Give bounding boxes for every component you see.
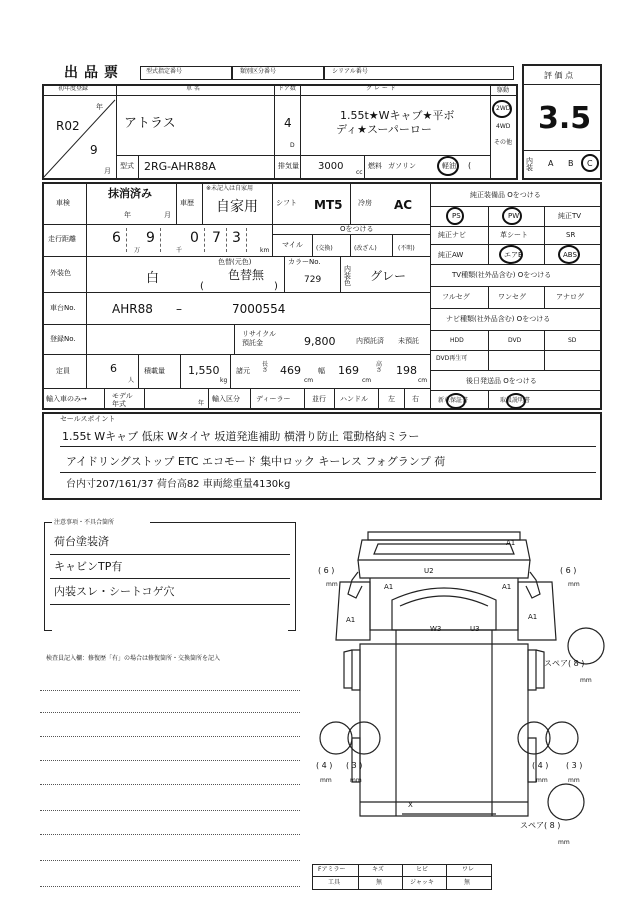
model-year-unit: 年: [198, 400, 205, 407]
serial-label: シリアル番号: [332, 68, 368, 75]
mileage-digit: 0: [190, 230, 199, 246]
navi-type-label: ナビ種類(社外品含む) Oをつける: [446, 315, 551, 323]
mile-label: マイル: [282, 241, 303, 249]
mileage-km: km: [260, 247, 270, 254]
note-item-2: キャビンTP有: [54, 560, 123, 573]
ext-color-label: 外装色: [50, 269, 71, 277]
grade-line-1: 1.55t★Wキャブ★平ボ: [340, 109, 455, 122]
interior-c-circle: [581, 154, 599, 172]
spare-upper-mm: mm: [580, 677, 592, 684]
tire-rear-left-outer: ( 4 ): [316, 761, 333, 770]
mileage-digit: 9: [146, 230, 155, 246]
chassis-dash: –: [176, 302, 182, 316]
shift-value: MT5: [314, 198, 343, 212]
model-value: 2RG-AHR88A: [144, 160, 216, 173]
equip-airbag: エアB: [504, 251, 523, 259]
sales-line-2: アイドリングストップ ETC エコモード 集中ロック キーレス フォグランプ 荷: [66, 455, 446, 468]
equip-airbag-circle: [499, 245, 523, 264]
interior-a: A: [548, 159, 554, 168]
equip-genuine-tv: 純正TV: [558, 212, 582, 220]
drive-2wd: 2WD: [496, 105, 511, 112]
navi-dvd: DVD: [508, 337, 522, 344]
car-name: アトラス: [124, 116, 176, 131]
drive-label: 駆動: [497, 87, 510, 94]
repaint-label: 色替(元色): [218, 258, 252, 266]
tire-front-left-mm: mm: [326, 581, 338, 588]
month-unit: 月: [104, 167, 111, 175]
repaint-paren-open: (: [200, 281, 204, 292]
fuel-diesel: 軽油: [442, 162, 456, 170]
mileage-label: 走行距離: [48, 235, 76, 243]
recycle-status-2: 未預託: [398, 337, 419, 345]
legend-row-2: 無: [376, 879, 383, 886]
after-warranty-circle: [446, 393, 466, 409]
chassis-label: 車台No.: [50, 304, 76, 312]
load-value: 1,550: [188, 364, 220, 377]
spare-lower-mm: mm: [558, 839, 570, 846]
score-label: 評 価 点: [544, 71, 574, 80]
interior-b: B: [568, 159, 574, 168]
navi-hdd: HDD: [450, 337, 464, 344]
reg-no-label: 登録No.: [50, 335, 76, 343]
equip-genuine-aw: 純正AW: [438, 251, 464, 259]
tire-rear-right-inner: ( 4 ): [532, 761, 549, 770]
chassis-prefix: AHR88: [112, 302, 153, 316]
form-title: 出品票: [64, 65, 124, 81]
width-label: 幅: [318, 367, 325, 375]
note-item-1: 荷台塗装済: [54, 535, 109, 548]
repaint-paren-close: ): [274, 281, 278, 292]
damage-mark-a1-left: A1: [384, 583, 394, 591]
mileage-digit-divider: [204, 228, 205, 252]
displacement-label: 排気量: [278, 162, 299, 170]
doors-label: ドア数: [278, 85, 296, 92]
damage-mark-a1-lside: A1: [346, 616, 356, 624]
shift-label: シフト: [276, 199, 297, 207]
tv-oneseg: ワンセグ: [498, 293, 526, 301]
tire-rear-left-inner: ( 3 ): [346, 761, 363, 770]
equip-abs: ABS: [563, 251, 577, 259]
grade-line-2: ディ★スーパーロー: [336, 123, 432, 136]
int-color-value: グレー: [370, 269, 407, 283]
damage-mark-x: X: [408, 801, 413, 809]
damage-mark-u3: U3: [470, 625, 480, 633]
load-label: 積載量: [144, 367, 165, 375]
height-label: 高さ: [376, 361, 383, 374]
equip-genuine-navi: 純正ナビ: [438, 231, 466, 239]
tv-fullseg: フルセグ: [442, 293, 470, 301]
model-year-label: モデル年式: [112, 392, 133, 408]
length-value: 469: [280, 364, 301, 377]
circle-note: Oをつける: [340, 225, 374, 233]
shaken-label: 車検: [56, 199, 70, 207]
tv-analog: アナログ: [556, 293, 584, 301]
color-no-label: カラーNo.: [288, 258, 321, 266]
load-unit: kg: [220, 377, 228, 384]
grade-label: グ レ ー ド: [366, 85, 396, 92]
genuine-label: 純正装備品 Oをつける: [470, 191, 541, 199]
year-unit: 年: [96, 103, 103, 111]
damage-mark-w3: W3: [430, 625, 442, 633]
interior-label: 内装: [526, 157, 533, 172]
unknown-label: (不明): [398, 245, 415, 252]
tire-rear-right-outer-mm: mm: [568, 777, 580, 784]
equip-sr: SR: [566, 231, 576, 239]
sales-line-1: 1.55t Wキャブ 低床 Wタイヤ 坂道発進補助 横滑り防止 電動格納ミラー: [62, 430, 420, 443]
mileage-digit-divider: [246, 228, 247, 252]
sales-line-3: 台内寸207/161/37 荷台高82 車両総重量4130kg: [66, 479, 291, 490]
repaint-value: 色替無: [228, 268, 265, 282]
recycle-label: リサイクル預託金: [242, 330, 277, 347]
tire-front-right: ( 6 ): [560, 566, 577, 575]
fuel-label: 燃料: [368, 162, 382, 170]
equip-pw-circle: [502, 207, 522, 225]
tv-type-label: TV種類(社外品含む) Oをつける: [452, 271, 552, 279]
damage-mark-a1-rside: A1: [528, 613, 538, 621]
dims-label: 諸元: [236, 367, 250, 375]
mileage-digit: 7: [212, 230, 221, 246]
dealer-option: ディーラー: [256, 395, 291, 403]
left-option: 左: [388, 395, 395, 403]
length-label: 長さ: [262, 361, 269, 374]
interior-c: C: [587, 159, 593, 168]
doors-value: 4: [284, 116, 292, 130]
tire-front-right-mm: mm: [568, 581, 580, 588]
first-reg-label: 初年度登録: [58, 85, 89, 92]
capacity-label: 定員: [56, 367, 70, 375]
chassis-number: 7000554: [232, 302, 286, 316]
equip-leather: 革シート: [500, 231, 528, 239]
spare-lower: スペア( 8 ): [520, 821, 561, 830]
mileage-digit-divider: [126, 228, 127, 252]
legend-header-2: キズ: [372, 866, 384, 873]
right-option: 右: [412, 395, 419, 403]
usage-label: 車歴: [180, 199, 194, 207]
height-cm: cm: [418, 377, 428, 384]
displacement-unit: cc: [356, 169, 363, 176]
tire-rear-right-outer: ( 3 ): [566, 761, 583, 770]
recycle-value: 9,800: [304, 335, 336, 348]
tire-rear-right-inner-mm: mm: [536, 777, 548, 784]
spare-upper: スペア( 8 ): [544, 659, 585, 668]
kaizan2-label: (改ざん): [354, 245, 377, 252]
legend-row-1: 工具: [328, 879, 341, 886]
notes-label: 注意事項・不具合箇所: [54, 519, 115, 526]
mileage-digit-divider: [226, 228, 227, 252]
legend-row-3: ジャッキ: [410, 879, 434, 886]
shaken-year-unit: 年: [124, 211, 131, 219]
equip-abs-circle: [558, 245, 580, 264]
mileage-digit: 3: [232, 230, 241, 246]
ac-label: 冷房: [358, 199, 372, 207]
ext-color-value: 白: [146, 271, 160, 286]
equip-ps-circle: [446, 207, 464, 225]
drive-4wd: 4WD: [496, 123, 511, 130]
equip-pw: PW: [508, 212, 520, 220]
fuel-diesel-circle: [437, 156, 459, 176]
auction-reg-label: 型式指定番号: [146, 68, 183, 75]
import-label: 輸入車のみ→: [46, 395, 87, 403]
handle-label: ハンドル: [340, 395, 368, 403]
sales-label: セールスポイント: [60, 415, 116, 423]
recycle-status-1: 内預託済: [356, 337, 384, 345]
legend-header-4: ワレ: [462, 866, 475, 873]
legend-header-1: Fアミラー: [318, 866, 346, 873]
first-reg-month: 9: [90, 143, 98, 157]
mileage-digit-divider: [160, 228, 161, 252]
color-no-value: 729: [304, 275, 322, 285]
int-color-label: 内装色: [344, 265, 351, 287]
car-name-label: 車 名: [186, 85, 200, 92]
damage-mark-u2: U2: [424, 567, 434, 575]
mileage-man: 万: [134, 247, 141, 254]
tire-front-left: ( 6 ): [318, 566, 335, 575]
capacity-unit: 人: [128, 377, 135, 384]
tire-rear-left-outer-mm: mm: [320, 777, 332, 784]
door-suffix: D: [290, 142, 295, 149]
shaken-month-unit: 月: [164, 211, 171, 219]
shaken-value: 抹消済み: [108, 187, 152, 200]
inspector-label: 検査員記入欄：修復歴「有」の場合は修復箇所・交換箇所を記入: [46, 655, 221, 662]
parallel-option: 並行: [312, 395, 326, 403]
damage-mark-a1-top: A1: [506, 539, 516, 547]
mileage-digit: 6: [112, 230, 121, 246]
damage-mark-a1-right: A1: [502, 583, 512, 591]
length-cm: cm: [304, 377, 314, 384]
tire-rear-left-inner-mm: mm: [350, 777, 362, 784]
equip-ps: PS: [452, 212, 461, 220]
kaizan-label: (交換): [316, 245, 333, 252]
width-value: 169: [338, 364, 359, 377]
height-value: 198: [396, 364, 417, 377]
width-cm: cm: [362, 377, 372, 384]
note-item-3: 内装スレ・シートコゲ穴: [54, 585, 175, 598]
after-manual: 取扱説明書: [500, 397, 531, 404]
fuel-gasoline: ガソリン: [388, 162, 416, 170]
after-label: 後日発送品 Oをつける: [466, 377, 537, 385]
after-warranty: 新車保証書: [438, 397, 469, 404]
import-type-label: 輸入区分: [212, 395, 240, 403]
navi-dvd-player: DVD再生可: [436, 355, 468, 362]
displacement-value: 3000: [318, 161, 344, 172]
fuel-paren: (: [468, 161, 472, 170]
after-manual-circle: [506, 393, 526, 409]
score-value: 3.5: [538, 101, 592, 136]
model-label: 型式: [120, 162, 134, 170]
first-reg-era: R02: [56, 119, 80, 133]
legend-row-4: 無: [464, 879, 471, 886]
category-label: 類別区分番号: [240, 68, 277, 75]
ac-value: AC: [394, 198, 413, 212]
navi-sd: SD: [568, 337, 577, 344]
usage-note: ※未記入は自家用: [206, 185, 254, 192]
drive-2wd-circle: [492, 100, 512, 118]
capacity-value: 6: [110, 362, 117, 375]
mileage-sen: 千: [176, 247, 183, 254]
usage-value: 自家用: [216, 199, 258, 215]
legend-header-3: ヒビ: [416, 866, 429, 873]
drive-other: その他: [494, 139, 513, 146]
